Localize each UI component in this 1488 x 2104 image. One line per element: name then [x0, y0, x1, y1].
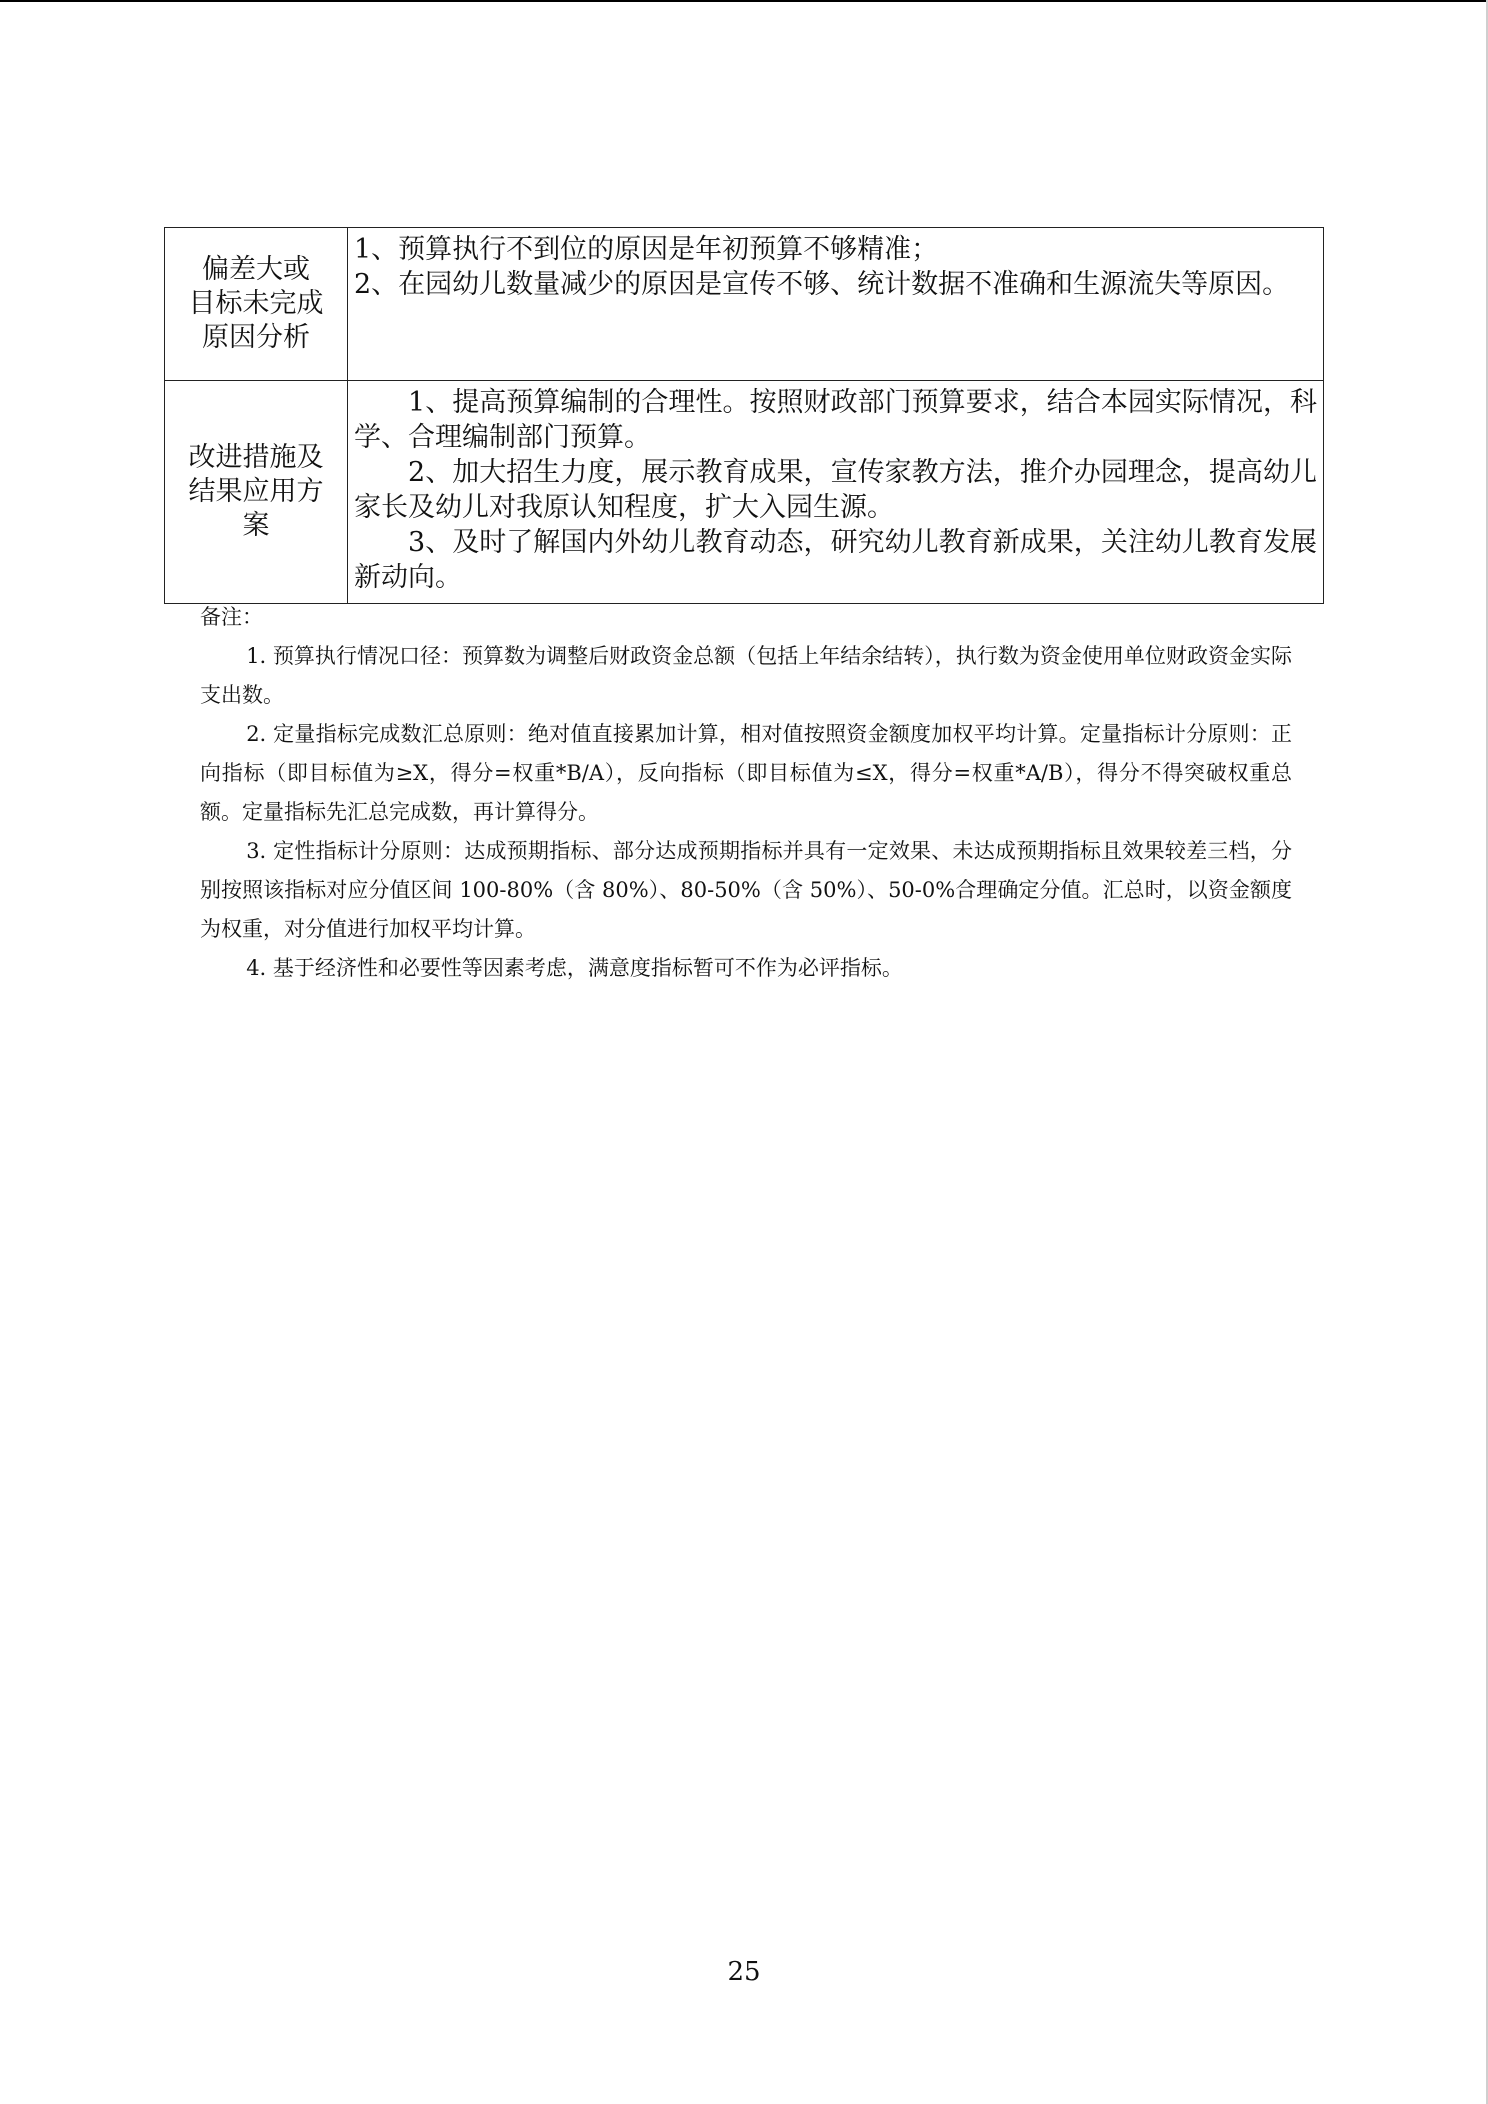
content-paragraph: 3、及时了解国内外幼儿教育动态，研究幼儿教育新成果，关注幼儿教育发展新动向。 [354, 527, 1317, 593]
page-number: 25 [727, 1957, 761, 1987]
row-content-improvement-plan [348, 381, 1324, 604]
row-content-deviation-analysis [348, 228, 1324, 381]
evaluation-table [164, 227, 1324, 604]
label-line: 案 [242, 510, 270, 541]
content-paragraph: 2、加大招生力度，展示教育成果，宣传家教方法，推介办园理念，提高幼儿家长及幼儿对我原认知程度，扩大入园生源。 [354, 457, 1317, 523]
table-row-deviation-analysis [165, 228, 1324, 381]
table-row-improvement-plan [165, 381, 1324, 604]
top-border-line [0, 0, 1488, 2]
row-label-deviation-analysis [165, 228, 348, 381]
note-item: 1. 预算执行情况口径：预算数为调整后财政资金总额（包括上年结余结转），执行数为资金使用单位财政资金实际支出数。 [200, 644, 1292, 707]
note-item: 2. 定量指标完成数汇总原则：绝对值直接累加计算，相对值按照资金额度加权平均计算。定量指标计分原则：正向指标（即目标值为≥X，得分=权重*B/A），反向指标（即目标值为≤X，得分=权重*A/B），得分不得突破权重总额。定量指标先汇总完成数，再计算得分。 [200, 722, 1292, 824]
label-line: 偏差大或 [202, 254, 310, 285]
label-line: 原因分析 [202, 322, 310, 353]
content-paragraph: 2、在园幼儿数量减少的原因是宣传不够、统计数据不准确和生源流失等原因。 [354, 269, 1290, 300]
note-item: 3. 定性指标计分原则：达成预期指标、部分达成预期指标并具有一定效果、未达成预期指标且效果较差三档，分别按照该指标对应分值区间 100-80%（含 80%）、80-50%（含 50%）、50-0%合理确定分值。汇总时，以资金额度为权重，对分值进行加权平均计算。 [200, 839, 1292, 941]
content-paragraph: 1、提高预算编制的合理性。按照财政部门预算要求，结合本园实际情况，科学、合理编制部门预算。 [354, 387, 1317, 453]
content-paragraph: 1、预算执行不到位的原因是年初预算不够精准； [354, 234, 939, 265]
label-line: 结果应用方 [188, 476, 324, 507]
notes-title: 备注： [200, 605, 263, 629]
note-item: 4. 基于经济性和必要性等因素考虑，满意度指标暂可不作为必评指标。 [246, 956, 903, 980]
row-label-improvement-plan [165, 381, 348, 604]
notes-section [200, 598, 1292, 988]
label-line: 目标未完成 [188, 288, 324, 319]
label-line: 改进措施及 [188, 442, 324, 473]
